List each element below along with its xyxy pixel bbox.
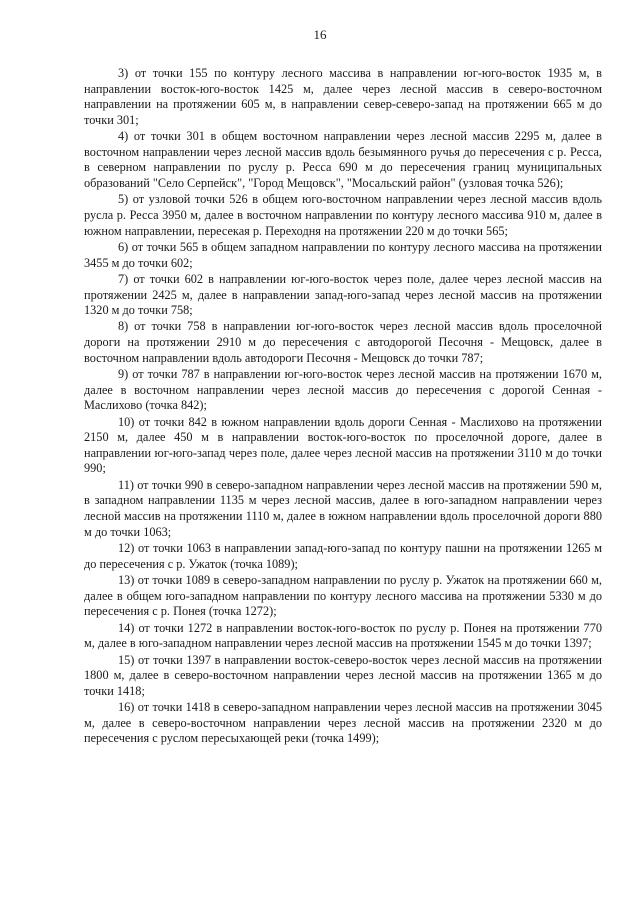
paragraph-item-6: 6) от точки 565 в общем западном направлении по контуру лесного массива на протяжении 3455 м до точки 602; [84, 239, 602, 270]
paragraph-item-7: 7) от точки 602 в направлении юг-юго-восток через поле, далее через лесной массив на протяжении 2425 м, далее в направлении запад-юго-запад через лесной массив на протяжении 1320 м до точки 758; [84, 271, 602, 318]
paragraph-item-9: 9) от точки 787 в направлении юг-юго-восток через лесной массив на протяжении 1670 м, далее в восточном направлении через лесной массив до пересечения с дорогой Сенная - Маслихово (точка 842); [84, 367, 602, 413]
paragraph-item-12: 12) от точки 1063 в направлении запад-юго-запад по контуру пашни на протяжении 1265 м до пересечения с р. Ужаток (точка 1089); [84, 540, 602, 571]
paragraph-item-5: 5) от узловой точки 526 в общем юго-восточном направлении через лесной массив вдоль русла р. Ресса 3950 м, далее в восточном направлении по контуру лесного массива 910 м, далее в южном направлении, пересекая р. Переходня на протяжении 220 м до точки 565; [84, 192, 602, 238]
paragraph-item-14: 14) от точки 1272 в направлении восток-юго-восток по руслу р. Понея на протяжении 770 м, далее в юго-западном направлении через лесной массив на протяжении 1545 м до точки 1397; [84, 620, 602, 651]
paragraph-item-4: 4) от точки 301 в общем восточном направлении через лесной массив 2295 м, далее в восточном направлении через лесной массив вдоль безымянного ручья до пересечения с р. Ресса, в северном направлении по руслу р. Ресса 690 м до пересечения границ муниципальных образований "Село Серпейск", "Город Мещовск", "Мосальский район" (узловая точка 526); [84, 129, 602, 190]
paragraph-item-11: 11) от точки 990 в северо-западном направлении через лесной массив на протяжении 590 м, в западном направлении 1135 м через лесной массив, далее в юго-западном направлении через лесной массив на протяжении 1110 м, далее в южном направлении вдоль проселочной дороги 880 м до точки 1063; [84, 477, 602, 539]
document-body [84, 66, 602, 748]
paragraph-item-15: 15) от точки 1397 в направлении восток-северо-восток через лесной массив на протяжении 1800 м, далее в северо-восточном направлении через лесной массив на протяжении 1365 м до точки 1418; [84, 652, 602, 698]
page-number: 16 [313, 27, 327, 42]
paragraph-item-10: 10) от точки 842 в южном направлении вдоль дороги Сенная - Маслихово на протяжении 2150 м, далее 450 м в направлении восток-юго-восток по проселочной дороге, далее в направлении юг-юго-запад через поле, далее через лесной массив на протяжении 3110 м до точки 990; [84, 414, 602, 476]
paragraph-item-13: 13) от точки 1089 в северо-западном направлении по руслу р. Ужаток на протяжении 660 м, далее в общем юго-западном направлении по контуру лесного массива на протяжении 5330 м до пересечения с р. Понея (точка 1272); [84, 572, 602, 619]
paragraph-item-3: 3) от точки 155 по контуру лесного массива в направлении юг-юго-восток 1935 м, в направлении восток-юго-восток 1425 м, далее через лесной массив в северо-восточном направлении на протяжении 605 м, в направлении север-северо-запад на протяжении 665 м до точки 301; [84, 66, 602, 127]
paragraph-item-8: 8) от точки 758 в направлении юг-юго-восток через лесной массив вдоль проселочной дороги на протяжении 2910 м до пересечения с автодорогой Песочня - Мещовск, далее в восточном направлении вдоль автодороги Песочня - Мещовск до точки 787; [84, 319, 602, 365]
paragraph-item-16: 16) от точки 1418 в северо-западном направлении через лесной массив на протяжении 3045 м, далее в северо-восточном направлении через лесной массив на протяжении 2320 м до пересечения с руслом пересыхающей реки (точка 1499); [84, 700, 602, 746]
